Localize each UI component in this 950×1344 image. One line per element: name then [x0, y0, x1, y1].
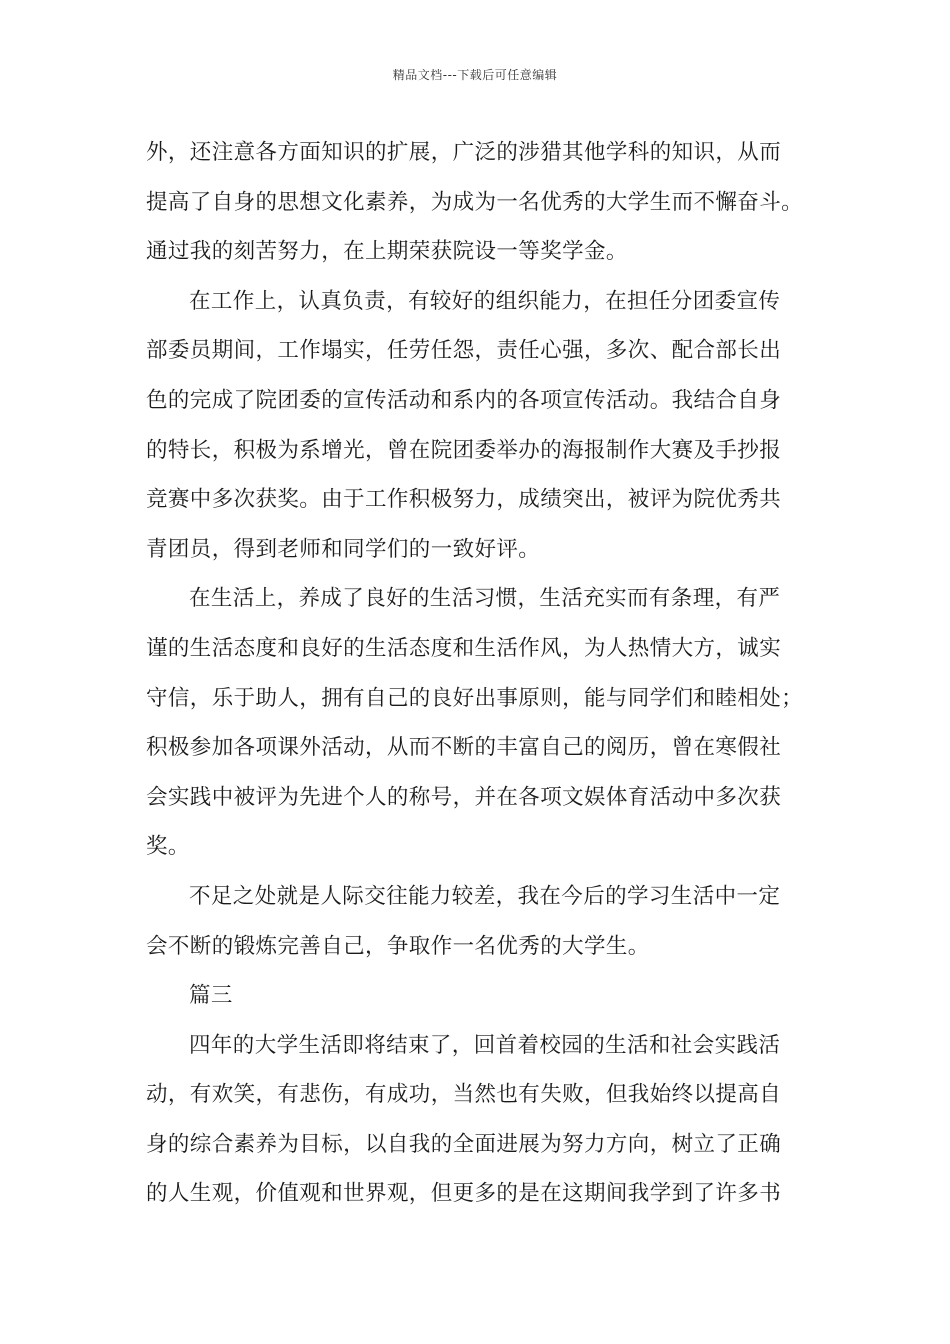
text-line: 外，还注意各方面知识的扩展，广泛的涉猎其他学科的知识，从而: [146, 140, 782, 165]
text-line: 动，有欢笑，有悲伤，有成功，当然也有失败，但我始终以提高自: [146, 1082, 782, 1108]
text-line: 奖。: [146, 834, 190, 860]
text-line: 竞赛中多次获奖。由于工作积极努力，成绩突出，被评为院优秀共: [146, 487, 782, 513]
text-line: 守信，乐于助人，拥有自己的良好出事原则，能与同学们和睦相处；: [146, 685, 804, 711]
text-line: 通过我的刻苦努力，在上期荣获院设一等奖学金。: [146, 239, 628, 265]
text-line: 的人生观，价值观和世界观，但更多的是在这期间我学到了许多书: [146, 1181, 782, 1207]
page-header: 精品文档---下载后可任意编辑: [392, 68, 558, 82]
text-line: 篇三: [189, 983, 233, 1009]
text-line: 谨的生活态度和良好的生活态度和生活作风，为人热情大方，诚实: [146, 635, 782, 661]
text-line: 在工作上，认真负责，有较好的组织能力，在担任分团委宣传: [189, 288, 781, 314]
text-line: 身的综合素养为目标，以自我的全面进展为努力方向，树立了正确: [146, 1131, 782, 1157]
text-line: 会实践中被评为先进个人的称号，并在各项文娱体育活动中多次获: [146, 784, 782, 810]
text-line: 在生活上，养成了良好的生活习惯，生活充实而有条理，有严: [189, 586, 781, 612]
text-line: 提高了自身的思想文化素养，为成为一名优秀的大学生而不懈奋斗。: [146, 189, 804, 215]
text-line: 会不断的锻炼完善自己，争取作一名优秀的大学生。: [146, 933, 650, 959]
document-body: [146, 128, 810, 1219]
text-line: 四年的大学生活即将结束了，回首着校园的生活和社会实践活: [189, 1032, 781, 1058]
text-line: 的特长，积极为系增光，曾在院团委举办的海报制作大赛及手抄报: [146, 437, 782, 463]
text-line: 部委员期间，工作塌实，任劳任怨，责任心强，多次、配合部长出: [146, 338, 782, 364]
text-line: 积极参加各项课外活动，从而不断的丰富自己的阅历，曾在寒假社: [146, 735, 782, 761]
text-line: 色的完成了院团委的宣传活动和系内的各项宣传活动。我结合自身: [146, 387, 782, 413]
text-line: 不足之处就是人际交往能力较差，我在今后的学习生活中一定: [189, 883, 781, 909]
text-line: 青团员，得到老师和同学们的一致好评。: [146, 536, 541, 562]
